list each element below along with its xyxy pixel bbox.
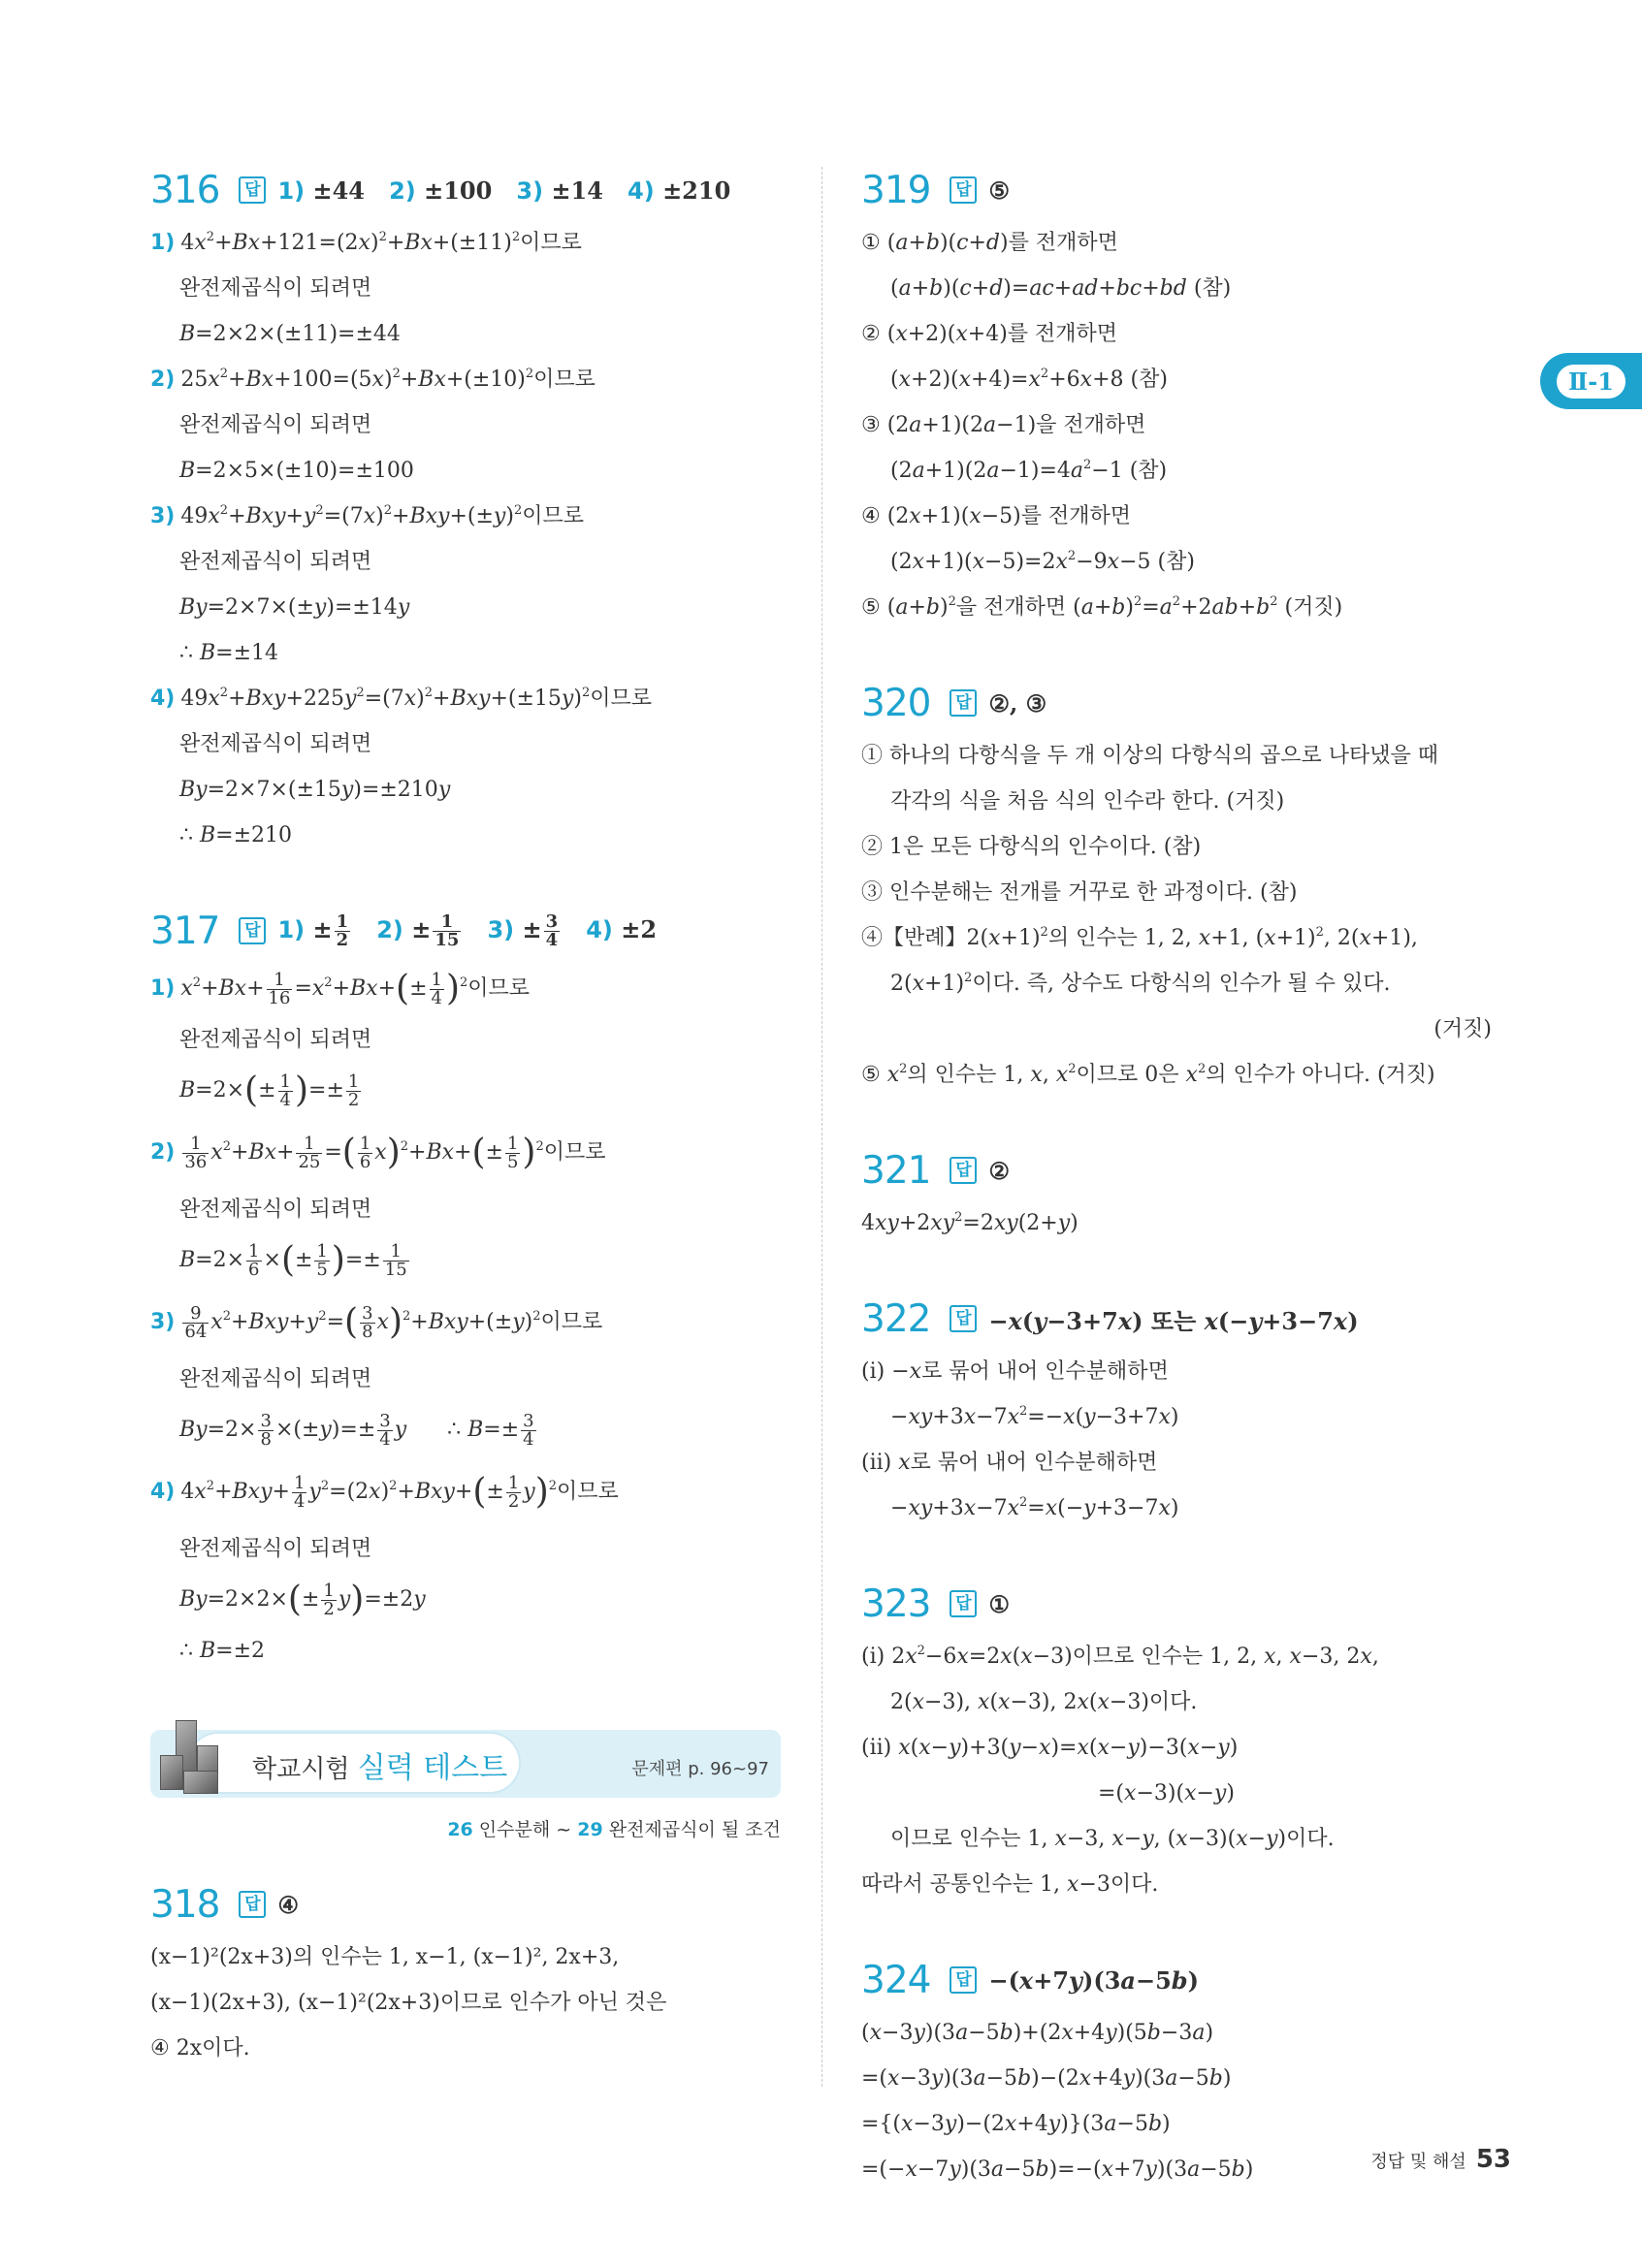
solution-line: $-xy+3x-7x^2=-x(y-3+7x)$	[890, 1404, 1179, 1429]
solution-line: ∴ B=±210	[179, 823, 293, 847]
solution-line: (x−3y)(3a−5b)+(2x+4y)(5b−3a)	[861, 2021, 1214, 2045]
solution-line: ④【반례】$2(x+1)^2$의 인수는 1, 2, x+1, $(x+1)^2$, 2(x+1),	[861, 925, 1418, 950]
solution-line: ={(x−3y)−(2x+4y)}(3a−5b)	[861, 2112, 1171, 2136]
page-footer	[1370, 2145, 1511, 2174]
answer: −x(y−3+7x) 또는 x(−y+3−7x)	[988, 1306, 1359, 1335]
solution-line: 2(x−3), x(x−3), 2x(x−3)이다.	[890, 1690, 1198, 1714]
problem-number: 317	[150, 909, 220, 953]
problem-322	[861, 1289, 1492, 1531]
solution-line: B=2×(± $\frac{1}{4}$ )=± $\frac{1}{2}$	[179, 1070, 360, 1110]
solution-line: 완전제곱식이 되려면	[179, 1028, 372, 1052]
problem-321	[861, 1140, 1492, 1246]
column-divider	[821, 167, 822, 2087]
solution-line: 따라서 공통인수는 1, x−3이다.	[861, 1872, 1159, 1897]
answer-mark-icon: 답	[239, 176, 266, 204]
solution-line: 4) $4x^2+Bxy+$ $\frac{1}{4}$ $y^2=(2x)^2+Bxy+(\pm$ $\frac{1}{2}$ y)$^2$이므로	[150, 1472, 619, 1512]
solution-line: B=2×5×(±10)=±100	[179, 459, 414, 483]
solution-line: ① (a+b)(c+d)를 전개하면	[861, 231, 1118, 255]
solution-line: (ⅱ) x(x−y)+3(y−x)=x(x−y)−3(x−y)	[861, 1736, 1239, 1760]
solution-line: By=2×2×(± $\frac{1}{2}$ y)=±2y	[179, 1580, 426, 1619]
solution-line: (x−1)(2x+3), (x−1)²(2x+3)이므로 인수가 아닌 것은	[150, 1991, 667, 2015]
problem-number: 319	[861, 168, 931, 212]
problem-number: 316	[150, 168, 220, 212]
answer-mark-icon: 답	[950, 1590, 977, 1617]
solution-line: ② (x+2)(x+4)를 전개하면	[861, 322, 1118, 346]
solution-line: $-xy+3x-7x^2=x(-y+3-7x)$	[890, 1495, 1179, 1520]
solution-line: =(x−3)(x−y)	[1098, 1781, 1235, 1805]
solution-line: By=2×7×(±y)=±14y	[179, 595, 410, 620]
problem-number: 323	[861, 1581, 931, 1626]
problem-number: 322	[861, 1296, 931, 1341]
solution-line: 2) $25x^2+Bx+100=(5x)^2+Bx+(\pm 10)^2$이므로	[150, 367, 596, 392]
answer: 1) ± $\frac{1}{2}$ 2) ± $\frac{1}{15}$ 3) ± $\frac{3}{4}$ 4) ±2	[277, 910, 658, 950]
answer-mark-icon: 답	[950, 689, 977, 717]
solution-line: 1) $x^2+Bx+$ $\frac{1}{16}$ $=x^2+Bx+(\pm$ $\frac{1}{4}$ )$^2$이므로	[150, 969, 531, 1008]
footer-label: 정답 및 해설	[1370, 2152, 1466, 2172]
solution-line: ④ 2x이다.	[150, 2036, 250, 2060]
solution-line: (x−1)²(2x+3)의 인수는 1, x−1, (x−1)², 2x+3,	[150, 1945, 620, 1969]
answer: 1) ±44 2) ±100 3) ±14 4) ±210	[277, 176, 731, 205]
solution-line: (ⅱ) x로 묶어 내어 인수분해하면	[861, 1451, 1158, 1475]
problem-number: 320	[861, 681, 931, 725]
solution-line: ⑤ $(a+b)^2$을 전개하면 $(a+b)^2=a^2+2ab+b^2$ (거짓)	[861, 594, 1343, 620]
solution-line: By=2× $\frac{3}{8}$ ×(±y)=± $\frac{3}{4}$ y ∴ B=± $\frac{3}{4}$	[179, 1410, 534, 1450]
answer-mark-icon: 답	[950, 1157, 977, 1184]
solution-line: $(x+2)(x+4)=x^2+6x+8$ (참)	[890, 367, 1168, 392]
solution-line: ∴ B=±14	[179, 641, 279, 665]
solution-line: $(2x+1)(x-5)=2x^2-9x-5$ (참)	[890, 549, 1195, 574]
school-test-banner	[150, 1716, 781, 1800]
blocks-icon	[156, 1716, 232, 1800]
solution-line: 완전제곱식이 되려면	[179, 1198, 372, 1222]
solution-line: $2(x+1)^2$이다. 즉, 상수도 다항식의 인수가 될 수 있다.	[890, 971, 1391, 996]
solution-line: ② 1은 모든 다항식의 인수이다. (참)	[861, 835, 1202, 859]
problem-number: 321	[861, 1148, 931, 1193]
problem-319	[861, 160, 1492, 630]
answer: ④	[277, 1890, 299, 1919]
answer-mark-icon: 답	[239, 1891, 266, 1918]
solution-line: 완전제곱식이 되려면	[179, 413, 372, 437]
problem-number: 324	[861, 1958, 931, 2002]
banner-title: 학교시험 실력 테스트	[252, 1751, 508, 1785]
answer: ①	[988, 1589, 1010, 1618]
solution-line: 3) $\frac{9}{64}$ $x^2+Bxy+y^2=$( $\frac{3}{8}$ $x)^2+Bxy+(\pm y)^2$이므로	[150, 1302, 603, 1342]
solution-line: 4) $49x^2+Bxy+225y^2=(7x)^2+Bxy+(\pm 15y)^2$이므로	[150, 686, 652, 711]
solution-line: =(x−3y)(3a−5b)−(2x+4y)(3a−5b)	[861, 2066, 1232, 2091]
answer: −(x+7y)(3a−5b)	[988, 1965, 1199, 1995]
solution-line: (ⅰ) $2x^2-6x=2x(x-3)$이므로 인수는 1, 2, x, x−3, 2x,	[861, 1644, 1379, 1669]
solution-line: B=2×2×(±11)=±44	[179, 322, 401, 346]
answer: ②, ③	[988, 688, 1047, 718]
solution-line: 이므로 인수는 1, x−3, x−y, (x−3)(x−y)이다.	[890, 1827, 1335, 1851]
solution-line: ⑤ $x^2$의 인수는 1, x, $x^2$이므로 0은 $x^2$의 인수가 아니다. (거짓)	[861, 1062, 1435, 1087]
solution-line: B=2× $\frac{1}{6}$ ×(± $\frac{1}{5}$ )=± $\frac{1}{15}$	[179, 1240, 407, 1280]
solution-line: ③ (2a+1)(2a−1)을 전개하면	[861, 413, 1146, 437]
solution-line: 3) $49x^2+Bxy+y^2=(7x)^2+Bxy+(\pm y)^2$이므로	[150, 503, 584, 528]
solution-line: 완전제곱식이 되려면	[179, 1537, 372, 1561]
solution-line: ④ (2x+1)(x−5)를 전개하면	[861, 504, 1132, 528]
answer-mark-icon: 답	[239, 917, 266, 944]
problem-323	[861, 1574, 1492, 1907]
solution-line: (a+b)(c+d)=ac+ad+bc+bd (참)	[890, 276, 1232, 301]
solution-line: 2) $\frac{1}{36}$ $x^2+Bx+$ $\frac{1}{25}$ =( $\frac{1}{6}$ x)$^2$+Bx+(± $\frac{1}{5}$ )$^2$이므로	[150, 1133, 606, 1172]
solution-line: 각각의 식을 처음 식의 인수라 한다. (거짓)	[890, 789, 1285, 814]
left-column	[150, 160, 781, 2114]
solution-line: $4xy+2xy^2=2xy(2+y)$	[861, 1210, 1079, 1235]
problem-number: 318	[150, 1882, 220, 1927]
solution-line: (ⅰ) −x로 묶어 내어 인수분해하면	[861, 1359, 1169, 1384]
problem-320	[861, 673, 1492, 1098]
solution-line: (거짓)	[1433, 1017, 1492, 1041]
solution-line: 완전제곱식이 되려면	[179, 732, 372, 756]
answer-mark-icon: 답	[950, 176, 977, 204]
solution-line: 완전제곱식이 되려면	[179, 1367, 372, 1391]
solution-line: $(2a+1)(2a-1)=4a^2-1$ (참)	[890, 458, 1168, 483]
unit-range: 26 인수분해 ~ 29 완전제곱식이 될 조건	[447, 1819, 781, 1840]
problem-317	[150, 901, 781, 1674]
solution-line: ∴ B=±2	[179, 1639, 266, 1663]
right-column	[861, 160, 1492, 2235]
answer-mark-icon: 답	[950, 1305, 977, 1332]
solution-line: 완전제곱식이 되려면	[179, 276, 372, 301]
solution-line: By=2×7×(±15y)=±210y	[179, 778, 451, 802]
page-number: 53	[1475, 2145, 1511, 2174]
problem-316	[150, 160, 781, 858]
solution-line: =(−x−7y)(3a−5b)=−(x+7y)(3a−5b)	[861, 2157, 1254, 2182]
problem-318	[150, 1874, 781, 2071]
answer: ②	[988, 1156, 1010, 1185]
answer: ⑤	[988, 176, 1010, 205]
solution-line: 1) $4x^2+Bx+121=(2x)^2+Bx+(\pm 11)^2$이므로	[150, 230, 582, 255]
solution-line: ③ 인수분해는 전개를 거꾸로 한 과정이다. (참)	[861, 880, 1298, 905]
solution-line: ① 하나의 다항식을 두 개 이상의 다항식의 곱으로 나타냈을 때	[861, 744, 1438, 768]
chapter-tab: Ⅱ-1	[1540, 353, 1642, 409]
banner-reference: 문제편 p. 96~97	[631, 1759, 769, 1779]
solution-line: 완전제곱식이 되려면	[179, 550, 372, 574]
answer-mark-icon: 답	[950, 1966, 977, 1994]
